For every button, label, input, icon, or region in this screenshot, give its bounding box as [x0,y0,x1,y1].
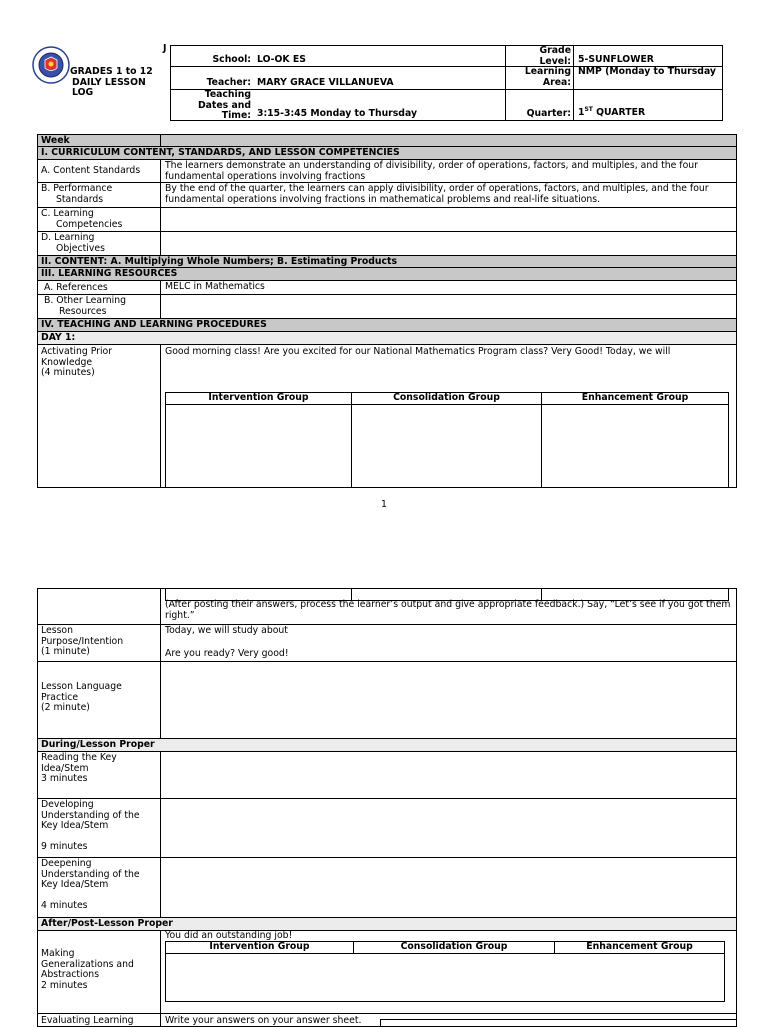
header-school-value-cell: LO-OK ES [254,45,506,67]
header-grade-label-cell: Grade Level: [505,45,574,67]
section-after: After/Post-Lesson Proper [37,917,737,931]
performance-standards-label: B. Performance Standards [37,182,161,208]
header-teacher-value-cell: MARY GRACE VILLANUEVA [254,66,506,90]
feedback-text-cell: (After posting their answers, process the learner’s output and give appropriate feedback.) Say, “Let’s see if you got them right.” [160,588,737,625]
developing-understanding-text [160,798,737,858]
generalizations-text-cell: You did an outstanding job! [160,930,737,1014]
performance-standards-text: By the end of the quarter, the learners can apply divisibility, order of operations, factors, and multiples, and the four fundamental operations involving fractions in mathematical problems and real-life situations. [160,182,737,208]
developing-understanding-label: Developing Understanding of the Key Idea/Stem 9 minutes [37,798,161,858]
header-quarter-label-cell: Quarter: [505,89,574,121]
section-curriculum: I. CURRICULUM CONTENT, STANDARDS, AND LESSON COMPETENCIES [37,146,737,160]
section-content: II. CONTENT: A. Multiplying Whole Numbers; B. Estimating Products [37,255,737,268]
section-resources: III. LEARNING RESOURCES [37,267,737,281]
content-standards-label: A. Content Standards [37,159,161,183]
consolidation-group-header: Consolidation Group [351,392,542,405]
language-practice-text [160,661,737,739]
enhancement-group-cell [541,404,729,488]
section-procedures: IV. TEACHING AND LEARNING PROCEDURES [37,318,737,332]
references-label: A. References [37,280,161,295]
reading-key-idea-text [160,751,737,799]
lesson-purpose-label: Lesson Purpose/Intention (1 minute) [37,624,161,662]
content-standards-text: The learners demonstrate an understanding of divisibility, order of operations, factors, and multiples, and the four fundamental operations involving fractions [160,159,737,183]
activating-label: Activating Prior Knowledge (4 minutes) [37,344,161,488]
header-school-label-cell: School: [170,45,255,67]
day-row: DAY 1: [37,331,737,345]
deepening-understanding-text [160,857,737,918]
gen-enhancement-header: Enhancement Group [554,941,725,954]
generalizations-label: Making Generalizations and Abstractions 2 minutes [37,930,161,1014]
intervention-group-cell [165,404,352,488]
gen-intervention-header: Intervention Group [165,941,354,954]
activating-text-cell: Good morning class! Are you excited for our National Mathematics Program class? Very Good! Today, we will [160,344,737,488]
section-during: During/Lesson Proper [37,738,737,752]
language-practice-label: Lesson Language Practice (2 minute) [37,661,161,739]
intervention-group-header: Intervention Group [165,392,352,405]
other-resources-text [160,294,737,319]
reading-key-idea-label: Reading the Key Idea/Stem 3 minutes [37,751,161,799]
header-area-value-cell: NMP (Monday to Thursday [573,66,723,90]
header-title: GRADES 1 to 12 DAILY LESSON LOG [70,66,153,98]
activating-continued-label [37,588,161,625]
header-corner-mark: J [163,43,167,54]
gen-groups-body [165,953,725,1002]
week-label-cell: Week [37,134,161,147]
deepening-understanding-label: Deepening Understanding of the Key Idea/Stem 4 minutes [37,857,161,918]
header-quarter-value-cell: 1ST QUARTER [573,89,723,121]
deped-seal [32,46,70,84]
objectives-label: D. Learning Objectives [37,231,161,256]
consolidation-group-cell [351,404,542,488]
header-area-label-cell: Learning Area: [505,66,574,90]
header-grade-value-cell: 5-SUNFLOWER [573,45,723,67]
gen-consolidation-header: Consolidation Group [353,941,555,954]
other-resources-label: B. Other Learning Resources [37,294,161,319]
evaluating-text: Write your answers on your answer sheet. [160,1013,737,1027]
evaluating-inner-box [380,1019,737,1027]
lesson-purpose-text: Today, we will study about Are you ready? Very good! [160,624,737,662]
evaluating-label: Evaluating Learning [37,1013,161,1027]
header-teacher-label-cell: Teacher: [170,66,255,90]
page-number: 1 [381,499,387,510]
objectives-text [160,231,737,256]
references-text: MELC in Mathematics [160,280,737,295]
enhancement-group-header: Enhancement Group [541,392,729,405]
competencies-text [160,207,737,232]
competencies-label: C. Learning Competencies [37,207,161,232]
header-dates-value-cell: 3:15-3:45 Monday to Thursday [254,89,506,121]
header-dates-label-cell: Teaching Dates and Time: [170,89,255,121]
